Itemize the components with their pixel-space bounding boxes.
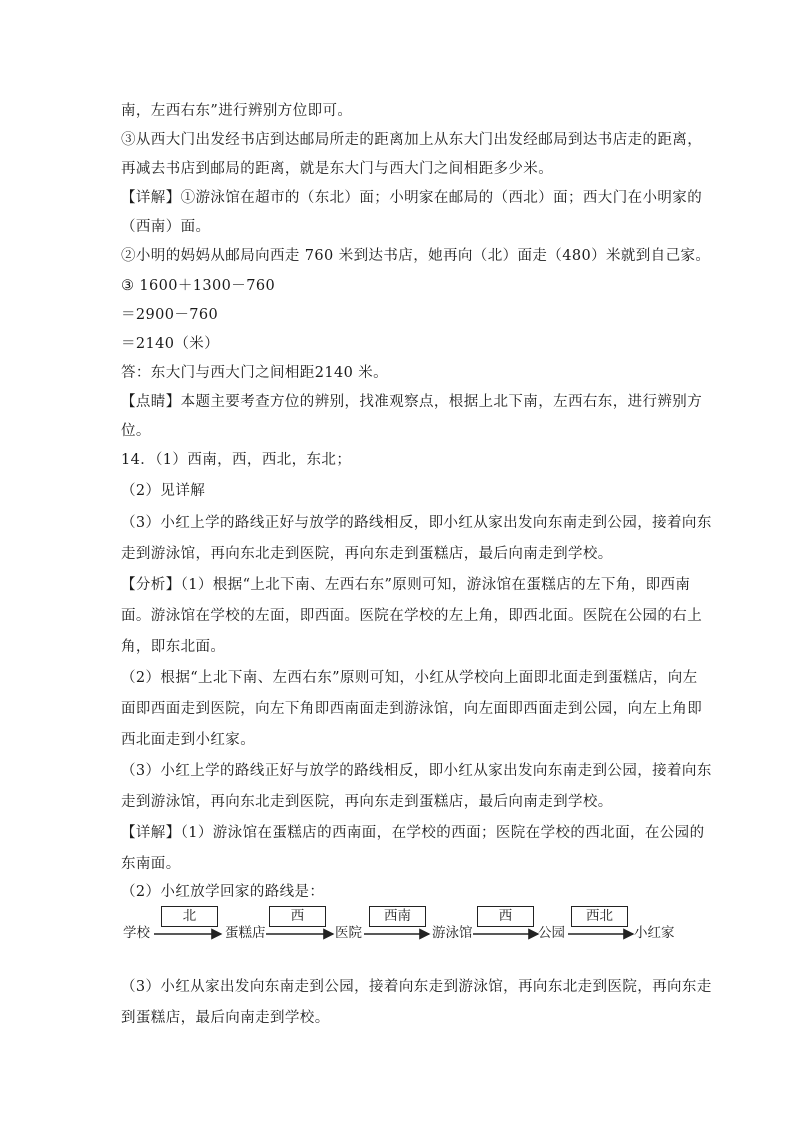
text-line: （3）小红上学的路线正好与放学的路线相反，即小红从家出发向东南走到公园，接着向东 xyxy=(121,763,712,779)
route-node-park: 公园 xyxy=(538,925,565,941)
route-node-hospital: 医院 xyxy=(335,925,362,941)
text-line: （2）根据“上北下南、左西右东”原则可知，小红从学校向上面即北面走到蛋糕店，向左 xyxy=(121,670,698,686)
route-node-bakery: 蛋糕店 xyxy=(225,925,266,941)
route-node-home: 小红家 xyxy=(634,925,675,941)
text-line: （西南）面。 xyxy=(121,219,211,235)
text-line: （3）小红上学的路线正好与放学的路线相反，即小红从家出发向东南走到公园，接着向东 xyxy=(121,515,712,531)
text-line: 面。游泳馆在学校的左面，即西面。医院在学校的左上角，即西北面。医院在公园的右上 xyxy=(121,608,703,624)
text-line: 南，左西右东”进行辨别方位即可。 xyxy=(121,103,353,119)
text-line: 到蛋糕店，最后向南走到学校。 xyxy=(121,1010,330,1026)
text-line: 东南面。 xyxy=(121,856,181,872)
text-line: 走到游泳馆，再向东北走到医院，再向东走到蛋糕店，最后向南走到学校。 xyxy=(121,794,613,810)
route-direction-box: 北 xyxy=(161,906,218,927)
route-direction-box: 西南 xyxy=(369,906,426,927)
text-line: 西北面走到小红家。 xyxy=(121,732,256,748)
text-line: 【分析】（1）根据“上北下南、左西右东”原则可知，游泳馆在蛋糕店的左下角，即西南 xyxy=(121,577,691,593)
route-node-pool: 游泳馆 xyxy=(432,925,473,941)
route-diagram xyxy=(121,898,701,948)
text-line: ③从西大门出发经书店到达邮局所走的距离加上从东大门出发经邮局到达书店走的距离， xyxy=(121,132,703,148)
text-line: 【点睛】本题主要考查方位的辨别，找准观察点，根据上北下南，左西右东，进行辨别方 xyxy=(121,394,703,410)
text-line: （2）见详解 xyxy=(121,483,206,499)
text-line: 位。 xyxy=(121,423,151,439)
text-line: ③ 1600＋1300－760 xyxy=(121,278,276,294)
text-line: ＝2140（米） xyxy=(121,336,220,352)
text-line: 【详解】①游泳馆在超市的（东北）面；小明家在邮局的（西北）面；西大门在小明家的 xyxy=(121,190,703,206)
text-line: 面即西面走到医院，向左下角即西南面走到游泳馆，向左面即西面走到公园，向左上角即 xyxy=(121,701,703,717)
text-line: 【详解】（1）游泳馆在蛋糕店的西南面，在学校的西面；医院在学校的西北面，在公园的 xyxy=(121,825,705,841)
route-node-school: 学校 xyxy=(123,925,150,941)
route-direction-box: 西 xyxy=(269,906,326,927)
text-line: 14．（1）西南，西，西北，东北； xyxy=(121,452,352,468)
text-line: 再减去书店到邮局的距离，就是东大门与西大门之间相距多少米。 xyxy=(121,161,554,177)
text-line: 答：东大门与西大门之间相距2140 米。 xyxy=(121,365,389,381)
text-line: 角，即东北面。 xyxy=(121,639,226,655)
text-line: ＝2900－760 xyxy=(121,307,219,323)
route-direction-box: 西北 xyxy=(571,906,628,927)
text-line: 走到游泳馆，再向东北走到医院，再向东走到蛋糕店，最后向南走到学校。 xyxy=(121,546,613,562)
text-line: （2）小红放学回家的路线是： xyxy=(121,884,325,900)
route-direction-box: 西 xyxy=(477,906,534,927)
text-line: （3）小红从家出发向东南走到公园，接着向东走到游泳馆，再向东北走到医院，再向东走 xyxy=(121,979,712,995)
text-line: ②小明的妈妈从邮局向西走 760 米到达书店，她再向（北）面走（480）米就到自己家。 xyxy=(121,248,711,264)
